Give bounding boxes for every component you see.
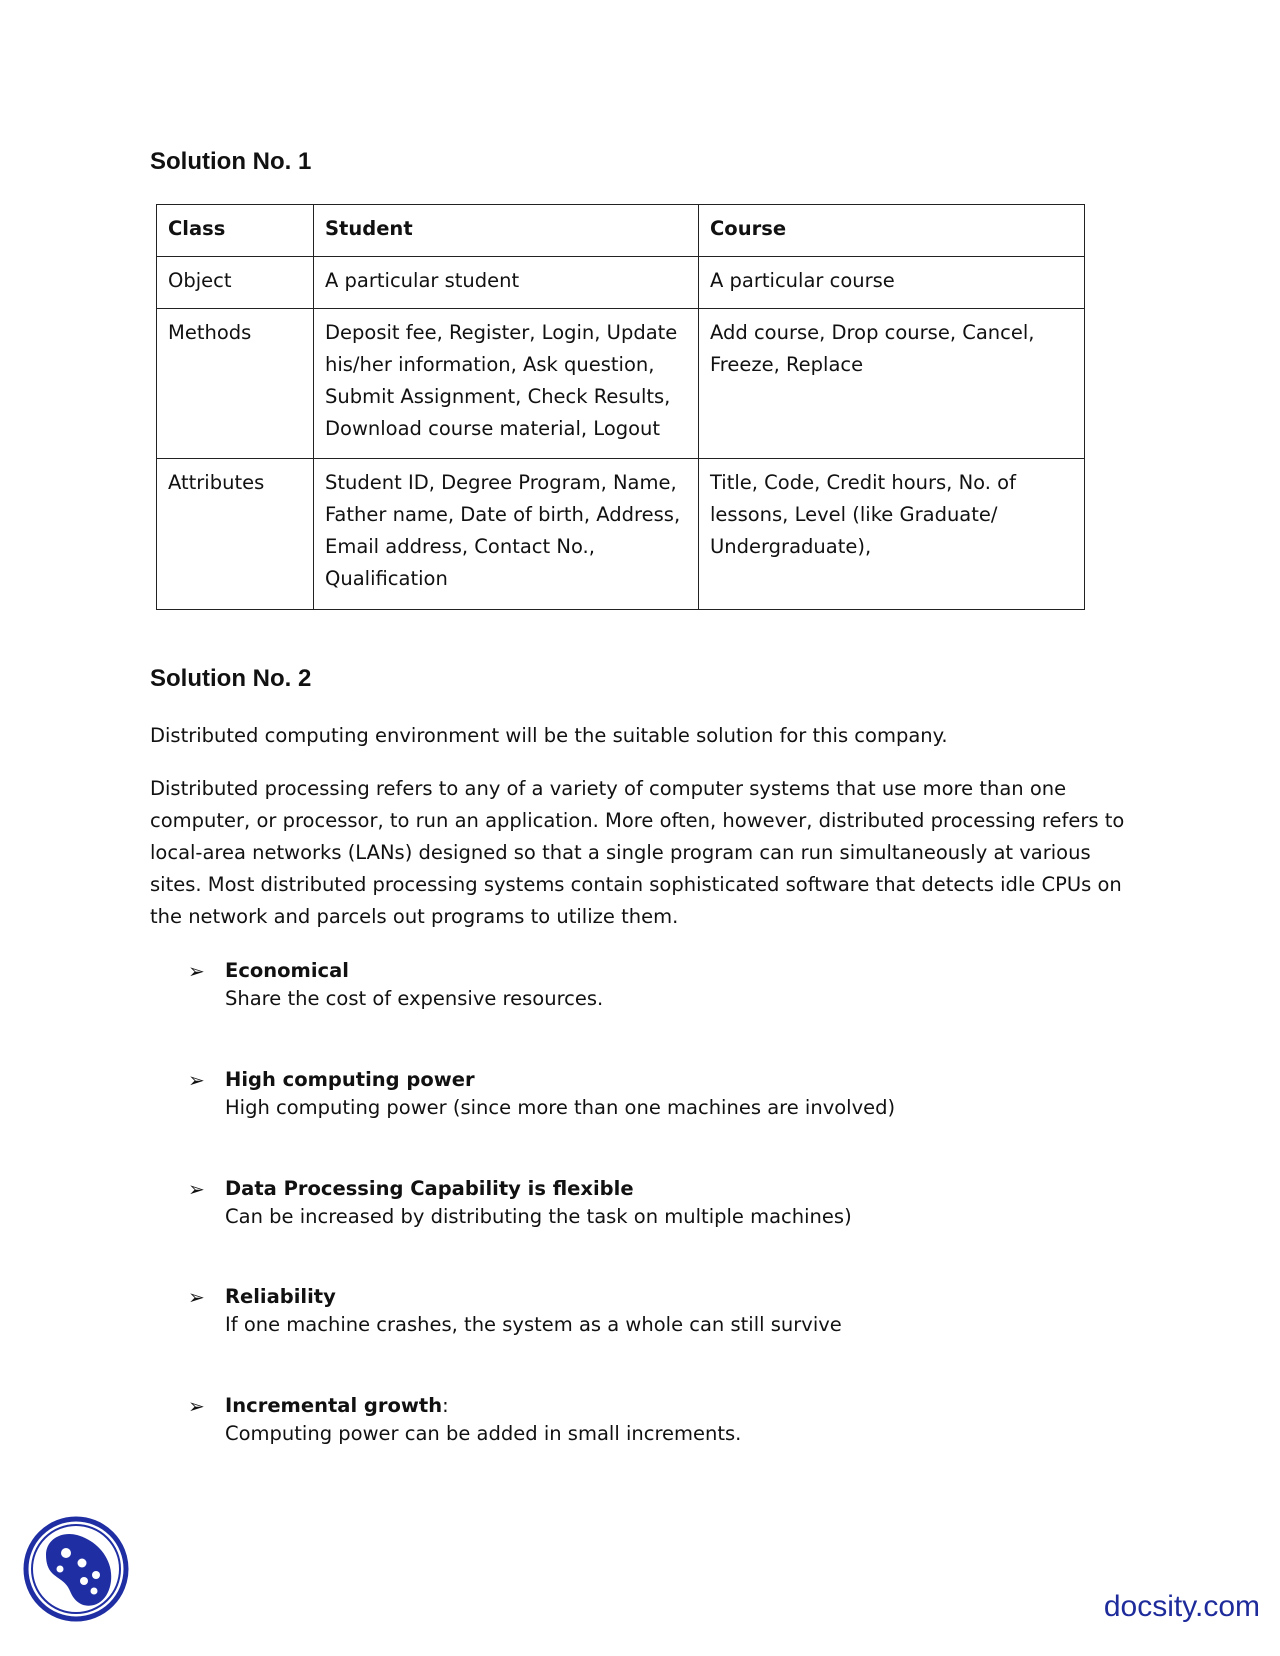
table-row	[157, 309, 1085, 459]
table-cell: Deposit fee, Register, Login, Update his/her information, Ask question, Submit Assignment, Check Results, Download course material, Logout	[314, 309, 699, 459]
table-cell: Title, Code, Credit hours, No. of lessons, Level (like Graduate/ Undergraduate),	[699, 459, 1085, 610]
table-cell: A particular course	[699, 257, 1085, 309]
docsity-brand-link[interactable]: docsity.com	[1103, 1590, 1260, 1623]
table-header-cell: Course	[699, 205, 1085, 257]
bullet-description: Can be increased by distributing the task on multiple machines)	[225, 1205, 852, 1228]
bullet-description: If one machine crashes, the system as a whole can still survive	[225, 1313, 842, 1336]
table-header-row	[157, 205, 1085, 257]
arrow-bullet-icon: ➢	[188, 1394, 205, 1418]
bullet-title: Incremental growth:	[225, 1394, 449, 1417]
solution-2-heading: Solution No. 2	[150, 665, 312, 692]
table-row	[157, 257, 1085, 309]
bullet-title: Reliability	[225, 1285, 336, 1308]
table-cell: Methods	[157, 309, 314, 459]
bullet-description: High computing power (since more than one machines are involved)	[225, 1096, 896, 1119]
arrow-bullet-icon: ➢	[188, 1068, 205, 1092]
arrow-bullet-icon: ➢	[188, 1177, 205, 1201]
bullet-title: Economical	[225, 959, 349, 982]
table-cell: Object	[157, 257, 314, 309]
table-cell: Student ID, Degree Program, Name, Father name, Date of birth, Address, Email address, Contact No., Qualification	[314, 459, 699, 610]
arrow-bullet-icon: ➢	[188, 1285, 205, 1309]
bullet-description: Share the cost of expensive resources.	[225, 987, 604, 1010]
table-row	[157, 459, 1085, 610]
table-cell: Attributes	[157, 459, 314, 610]
solution-1-heading: Solution No. 1	[150, 148, 312, 175]
bullet-title: Data Processing Capability is flexible	[225, 1177, 634, 1200]
docsity-logo-icon[interactable]	[22, 1515, 130, 1623]
table-header-cell: Class	[157, 205, 314, 257]
bullet-title: High computing power	[225, 1068, 475, 1091]
body-paragraph: Distributed processing refers to any of a variety of computer systems that use more than one computer, or processor, to run an application. More often, however, distributed processing refers to local-area networks (LANs) designed so that a single program can run simultaneously at various sites. Most distributed processing systems contain sophisticated software that detects idle CPUs on the network and parcels out programs to utilize them.	[150, 777, 1125, 928]
table-header-cell: Student	[314, 205, 699, 257]
arrow-bullet-icon: ➢	[188, 959, 205, 983]
table-cell: A particular student	[314, 257, 699, 309]
class-table	[156, 204, 1085, 610]
bullet-description: Computing power can be added in small increments.	[225, 1422, 742, 1445]
intro-paragraph: Distributed computing environment will be the suitable solution for this company.	[150, 724, 948, 747]
table-cell: Add course, Drop course, Cancel, Freeze, Replace	[699, 309, 1085, 459]
